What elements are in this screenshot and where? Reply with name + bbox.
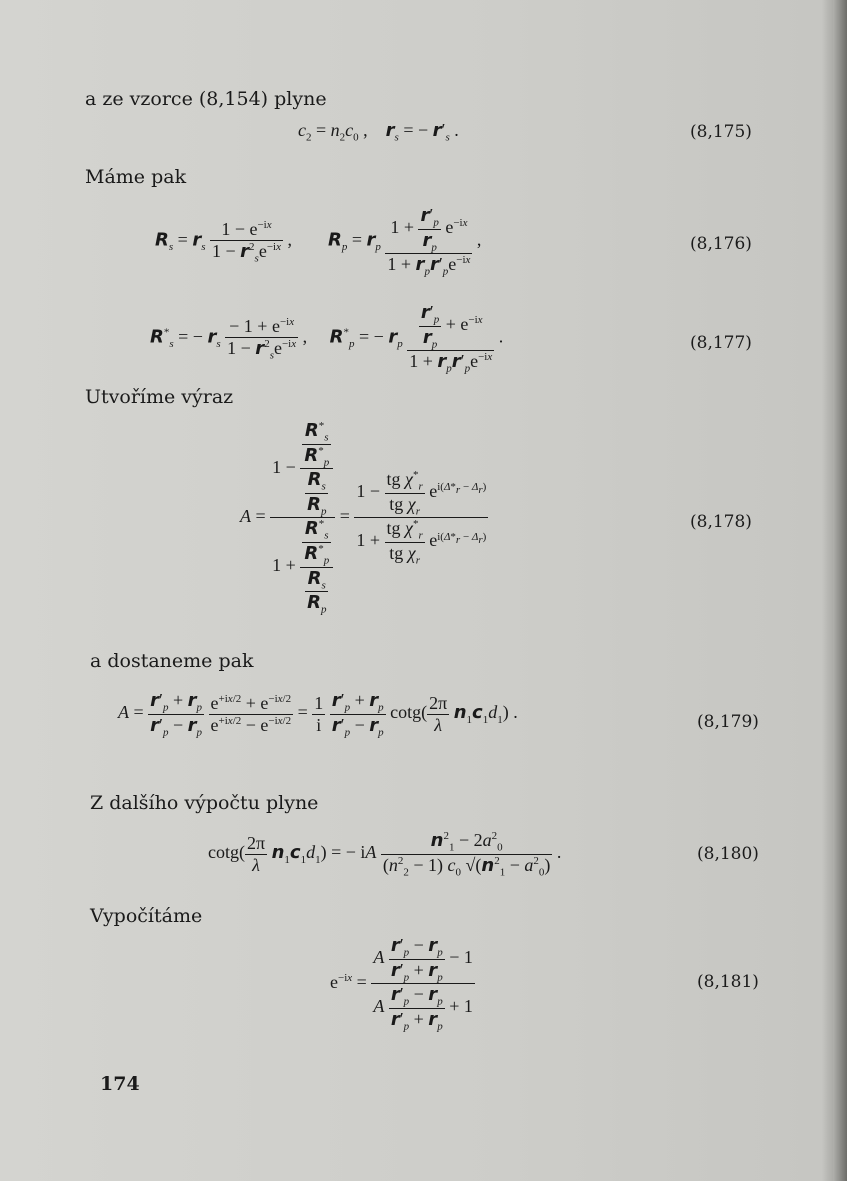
z-dalsiho-text: Z dalšího výpočtu plyne bbox=[90, 792, 319, 814]
page-edge bbox=[833, 0, 847, 1181]
intro-text: a ze vzorce (8,154) plyne bbox=[85, 88, 327, 110]
equation-8-179: A = $\frac{r'_p + r_p}{r'_p - r_p}$ $\frac{e^{+ix/2} + e^{-ix/2}}{e^{+ix/2} - e^{-ix/2}}$ = $\frac{1}{i}$ $\frac{r'_p + r_p}{r'_p - r_p}$ cotg( $\frac{2\pi}{\lambda}$ $n_1c_1d_1$) . bbox=[118, 690, 518, 739]
dostaneme-text: a dostaneme pak bbox=[90, 650, 254, 672]
vypocitame-text: Vypočítáme bbox=[90, 905, 203, 927]
equation-8-178: A = 1 − $\frac{\frac{R^*_s}{R^*_p}}{\frac{R_s}{R_p}}$ 1 + $\frac{\frac{R^*_s}{R^*_p}}{\frac{R_s}{R_p}}$ = 1 − $\frac{tg \chi^*_r}{tg \chi_r}$ $e^{i(\Delta*_r - \Delta_r)}$ 1 + $\frac{tg \chi^*_r}{tg \chi_r}$ $e^{i(\Delta*_r - \Delta_r)}$ bbox=[240, 420, 487, 616]
equation-8-180: cotg( $\frac{2\pi}{\lambda}$ $n_1c_1d_1$) = − iA $\frac{n^2_1 - 2a^2_0}{(n^2_2 - 1) c_0 √(n^2_1 - a^2_0)}$ . bbox=[208, 830, 562, 879]
equation-8-181: $e^{-ix}$ = A $\frac{r'_p - r_p}{r'_p + r_p}$ − 1 A $\frac{r'_p - r_p}{r'_p + r_p}$ + 1 bbox=[330, 935, 473, 1033]
equation-8-175: $c_2 = n_2c_0$ , $r_s$ = − $r'_s$ . bbox=[298, 120, 459, 144]
eq-number-180: (8,180) bbox=[697, 844, 759, 864]
equation-8-177: $R^*_s$ = − $r_s$ $\frac{- 1 + e^{-ix}}{1 - r^2_se^{-ix}}$ , $R^*_p$ = − $r_p$ $\frac{r'_p}{r_p}$ + $e^{-ix}$ $1 + r_pr'_pe^{-ix}$ . bbox=[150, 302, 504, 375]
eq-number-178: (8,178) bbox=[690, 512, 752, 532]
utvorime-text: Utvoříme výraz bbox=[85, 386, 234, 408]
page-number: 174 bbox=[100, 1073, 140, 1095]
eq-number-181: (8,181) bbox=[697, 972, 759, 992]
eq-number-177: (8,177) bbox=[690, 333, 752, 353]
equation-8-176: $R_s = r_s$ $\frac{1 - e^{-ix}}{1 - r^2_se^{-ix}}$ , $R_p = r_p$ 1 + $\frac{r'_p}{r_p}$ $e^{-ix}$ $1 + r_pr'_pe^{-ix}$ , bbox=[155, 205, 482, 278]
eq-number-179: (8,179) bbox=[697, 712, 759, 732]
eq-number-175: (8,175) bbox=[690, 122, 752, 142]
mame-pak-text: Máme pak bbox=[85, 166, 187, 188]
eq-number-176: (8,176) bbox=[690, 234, 752, 254]
